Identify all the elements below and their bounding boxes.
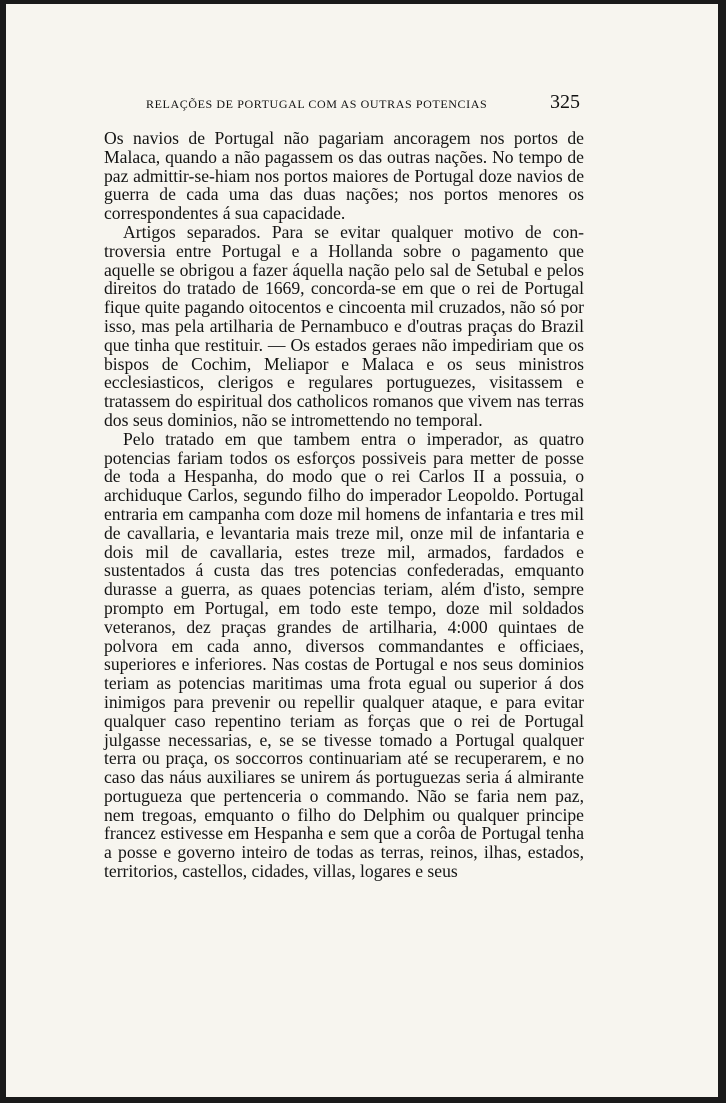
body-text [104,129,584,881]
running-title: RELAÇÕES DE PORTUGAL COM AS OUTRAS POTENCIAS [146,97,488,111]
running-head [6,91,718,116]
book-page [6,4,718,1097]
page-number: 325 [550,91,580,113]
paragraph-continuation: Os navios de Portugal não pagariam ancoragem nos portos de Malaca, quando a não pagassem os das outras nações. No tempo de paz admittir-se-hiam nos portos maiores de Portugal doze navios de guerra de cada uma das duas nações; nos portos menores os correspondentes á sua capacidade. [104,128,584,224]
paragraph-tratado-imperador: Pelo tratado em que tambem entra o imperador, as quatro potencias fariam todos os esforços possiveis para metter de posse de toda a Hespanha, do modo que o rei Carlos II a possuia, o archiduque Carlos, segundo filho do imperador Leopoldo. Portugal entraria em campanha com doze mil homens de infantaria e tres mil de cavallaria, e levantaria mais treze mil, onze mil de infantaria e dois mil de cavallaria, estes treze mil, armados, fardados e sustentados á custa das tres potencias confederadas, emquanto durasse a guerra, as quaes potencias teriam, além d'isto, sempre prompto em Portugal, em todo este tempo, doze mil soldados veteranos, dez praças grandes de artilharia, 4:000 quintaes de polvora em cada anno, diversos commandantes e officiaes, superiores e inferiores. Nas costas de Portugal e nos seus dominios teriam as potencias maritimas uma frota egual ou superior á dos inimigos para prevenir ou repellir qualquer ataque, e para evitar qualquer caso repentino teriam as forças que o rei de Portugal julgasse necessarias, e, se se tivesse tomado a Portugal qualquer terra ou praça, os soccorros continuariam até se recuperarem, e no caso das náus auxiliares se unirem ás portuguezas seria á almirante portugueza que pertenceria o commando. Não se faria nem paz, nem tregoas, emquanto o filho do Delphim ou qualquer principe francez estivesse em Hespanha e sem que a corôa de Portugal tenha a posse e governo inteiro de todas as terras, reinos, ilhas, estados, territorios, castellos, cidades, villas, logares e seus [104,428,584,882]
paragraph-artigos-separados: Artigos separados. Para se evitar qualquer motivo de controversia entre Portugal e a Hollanda sobre o pagamento que aquelle se obrigou a fazer áquella nação pelo sal de Setubal e pelos direitos do tratado de 1669, concorda-se em que o rei de Portugal fique quite pagando oitocentos e cincoenta mil cruzados, não só por isso, mas pela artilharia de Pernambuco e d'outras praças do Brazil que tinha que restituir. — Os estados geraes não impediriam que os bispos de Cochim, Meliapor e Malaca e os seus ministros ecclesiasticos, clerigos e regulares portuguezes, visitassem e tratassem do espiritual dos catholicos romanos que vivem nas terras dos seus dominios, não se intromettendo no temporal. [104,221,584,430]
